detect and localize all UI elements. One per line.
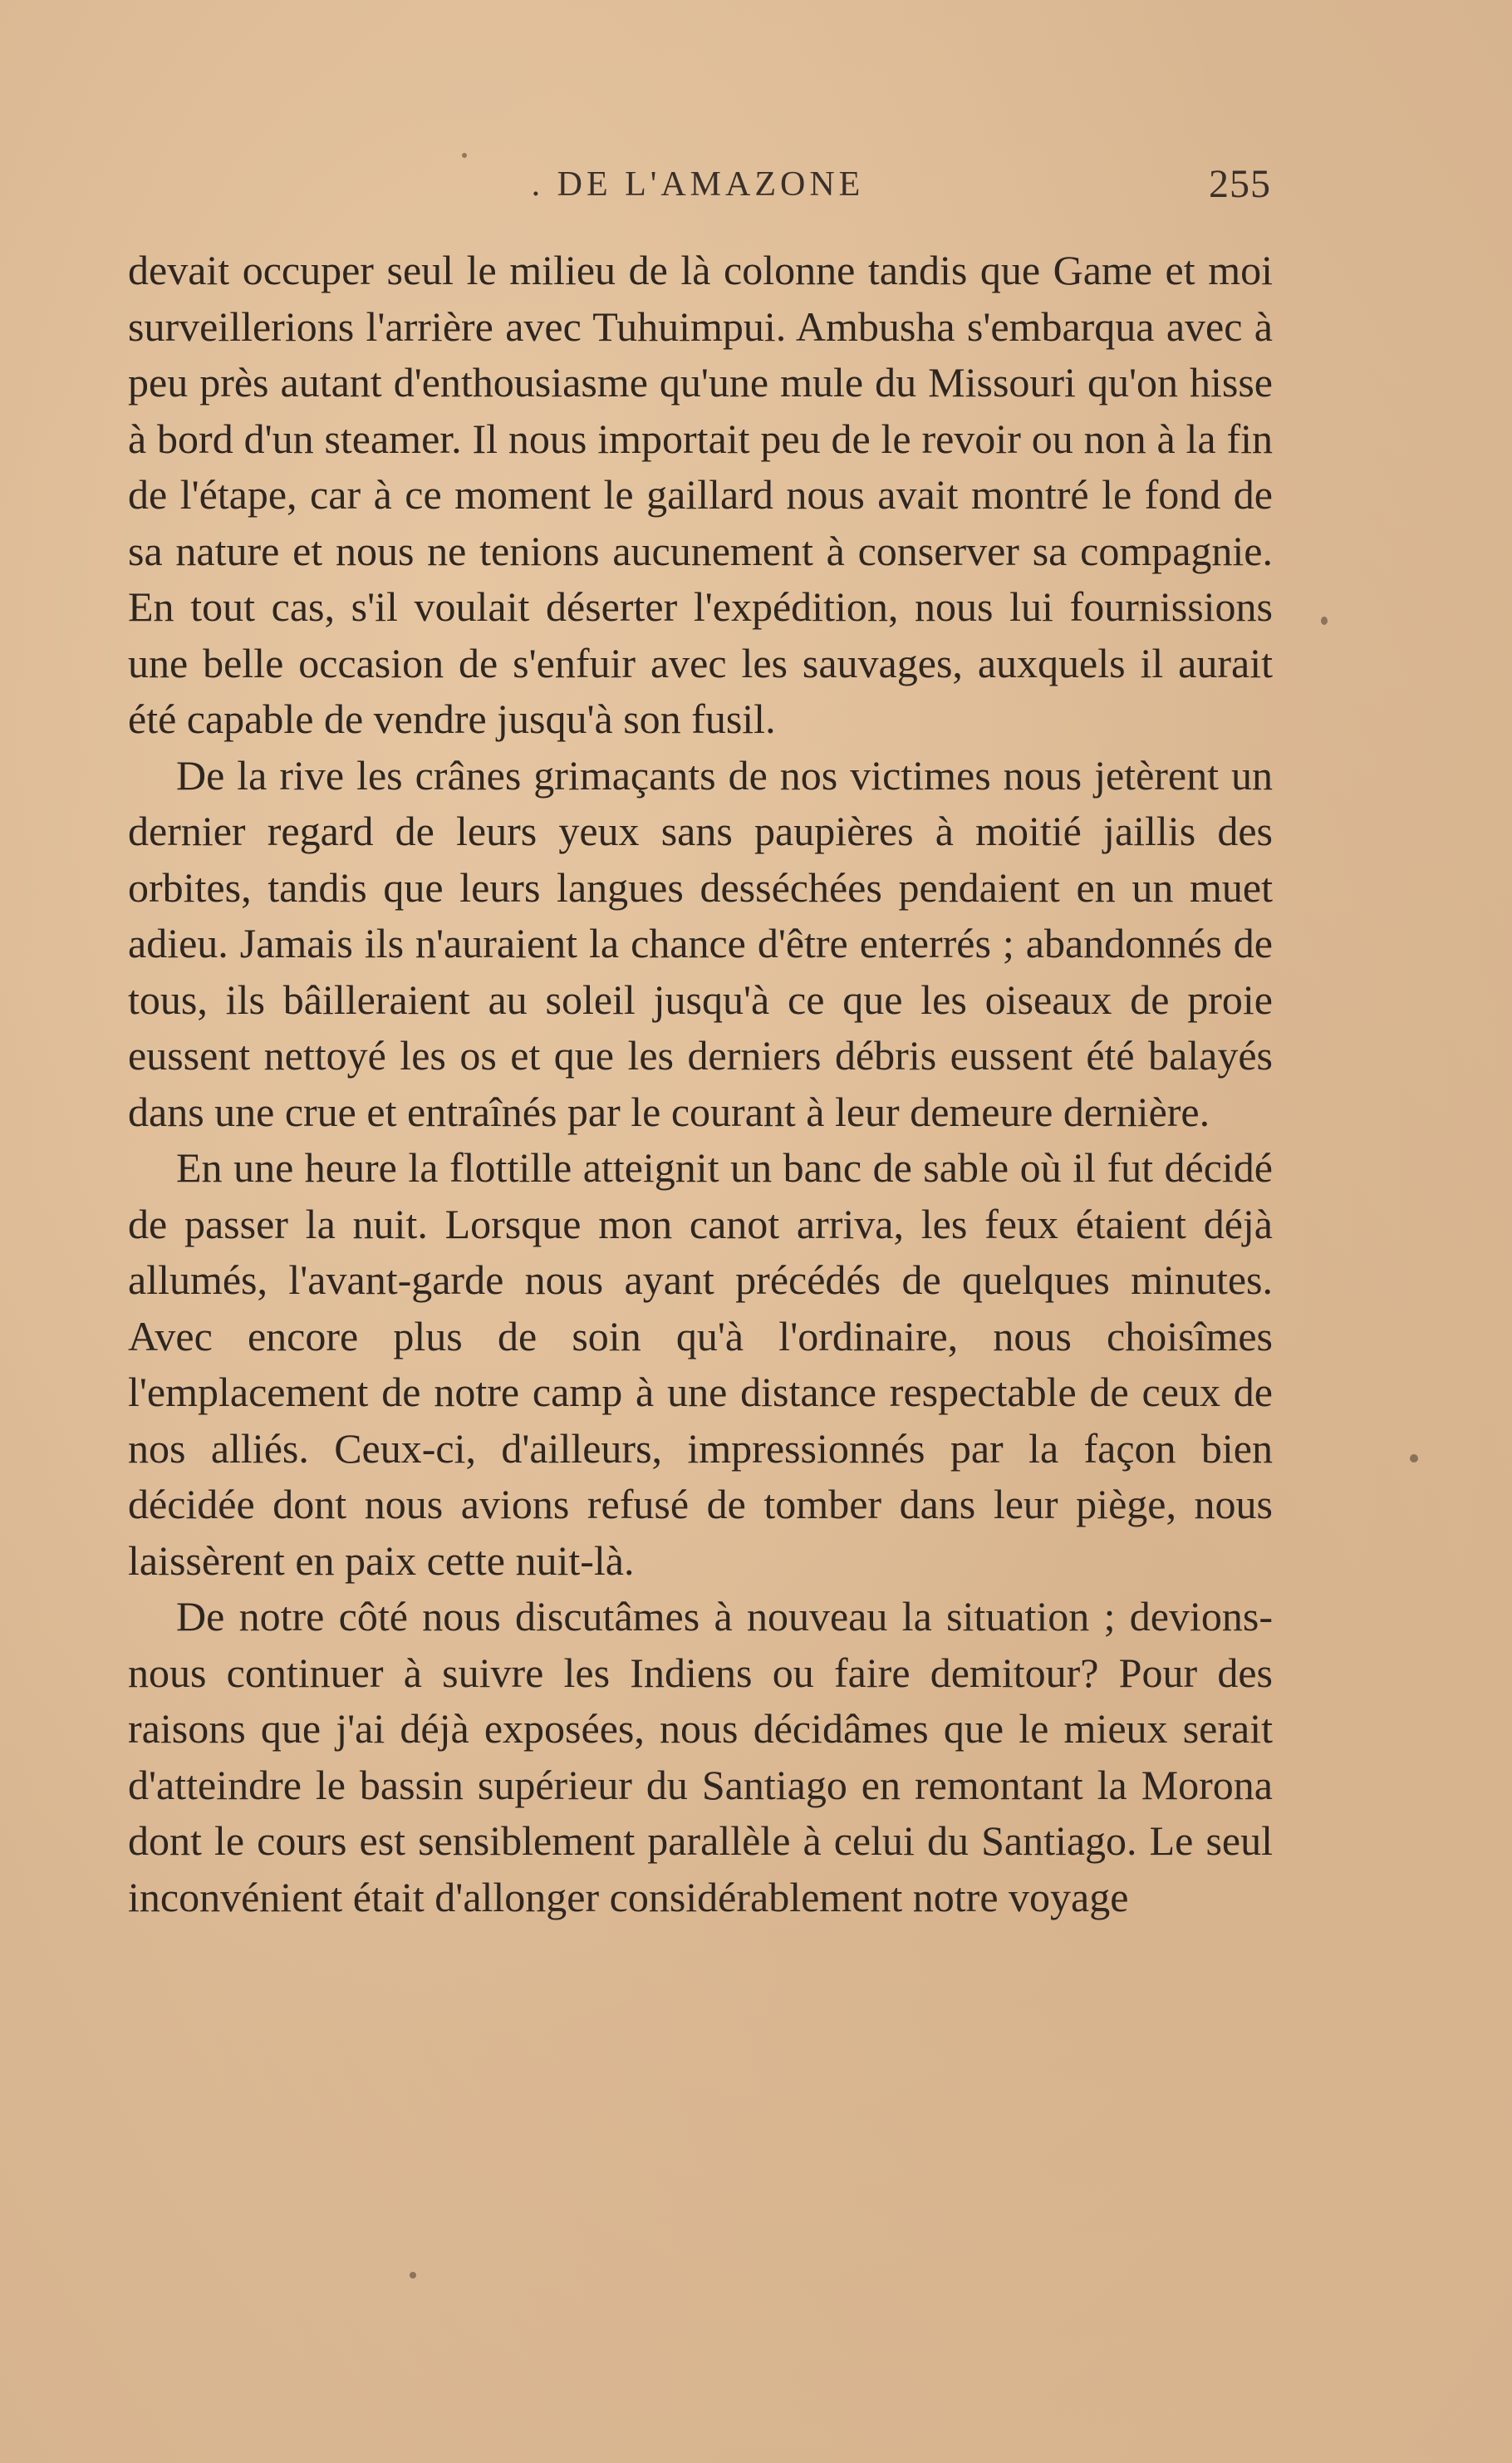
paragraph-3: En une heure la flottille atteignit un banc de sable où il fut décidé de passer la nuit. Lorsque mon canot arriva, les feux étaient déjà allumés, l'avant-garde nous ayant précédés de quelques minutes. Avec encore plus de soin qu'à l'ordinaire, nous choisîmes l'emplacement de notre camp à une distance respectable de ceux de nos alliés. Ceux-ci, d'ailleurs, impressionnés par la façon bien décidée dont nous avions refusé de tomber dans leur piège, nous laissèrent en paix cette nuit-là. xyxy=(128,1144,1273,1584)
paper-speck xyxy=(1321,617,1328,625)
paper-speck xyxy=(462,153,467,158)
body-text xyxy=(128,243,1273,1925)
paper-speck xyxy=(410,2272,416,2279)
paragraph-4: De notre côté nous discutâmes à nouveau la situation ; devions-nous continuer à suivre les Indiens ou faire demitour? Pour des raisons que j'ai déjà exposées, nous décidâmes que le mieux serait d'atteindre le bassin supérieur du Santiago en remontant la Morona dont le cours est sensiblement parallèle à celui du Santiago. Le seul inconvénient était d'allonger considérablement notre voyage xyxy=(128,1593,1273,1920)
chapter-title: . DE L'AMAZONE xyxy=(531,165,865,204)
paragraph-2: De la rive les crânes grimaçants de nos victimes nous jetèrent un dernier regard de leurs yeux sans paupières à moitié jaillis des orbites, tandis que leurs langues desséchées pendaient en un muet adieu. Jamais ils n'auraient la chance d'être enterrés ; abandonnés de tous, ils bâilleraient au soleil jusqu'à ce que les oiseaux de proie eussent nettoyé les os et que les derniers débris eussent été balayés dans une crue et entraînés par le courant à leur demeure dernière. xyxy=(128,751,1273,1135)
paragraph-1: devait occuper seul le milieu de là colonne tandis que Game et moi surveillerions l'arrière avec Tuhuimpui. Ambusha s'embarqua avec à peu près autant d'enthousiasme qu'une mule du Missouri qu'on hisse à bord d'un steamer. Il nous importait peu de le revoir ou non à la fin de l'étape, car à ce moment le gaillard nous avait montré le fond de sa nature et nous ne tenions aucunement à conserver sa compagnie. En tout cas, s'il voulait déserter l'expédition, nous lui fournissions une belle occasion de s'enfuir avec les sauvages, auxquels il aurait été capable de vendre jusqu'à son fusil. xyxy=(128,247,1273,742)
paper-speck xyxy=(1410,1454,1418,1463)
running-header xyxy=(125,158,1271,216)
page-number: 255 xyxy=(1209,162,1271,206)
